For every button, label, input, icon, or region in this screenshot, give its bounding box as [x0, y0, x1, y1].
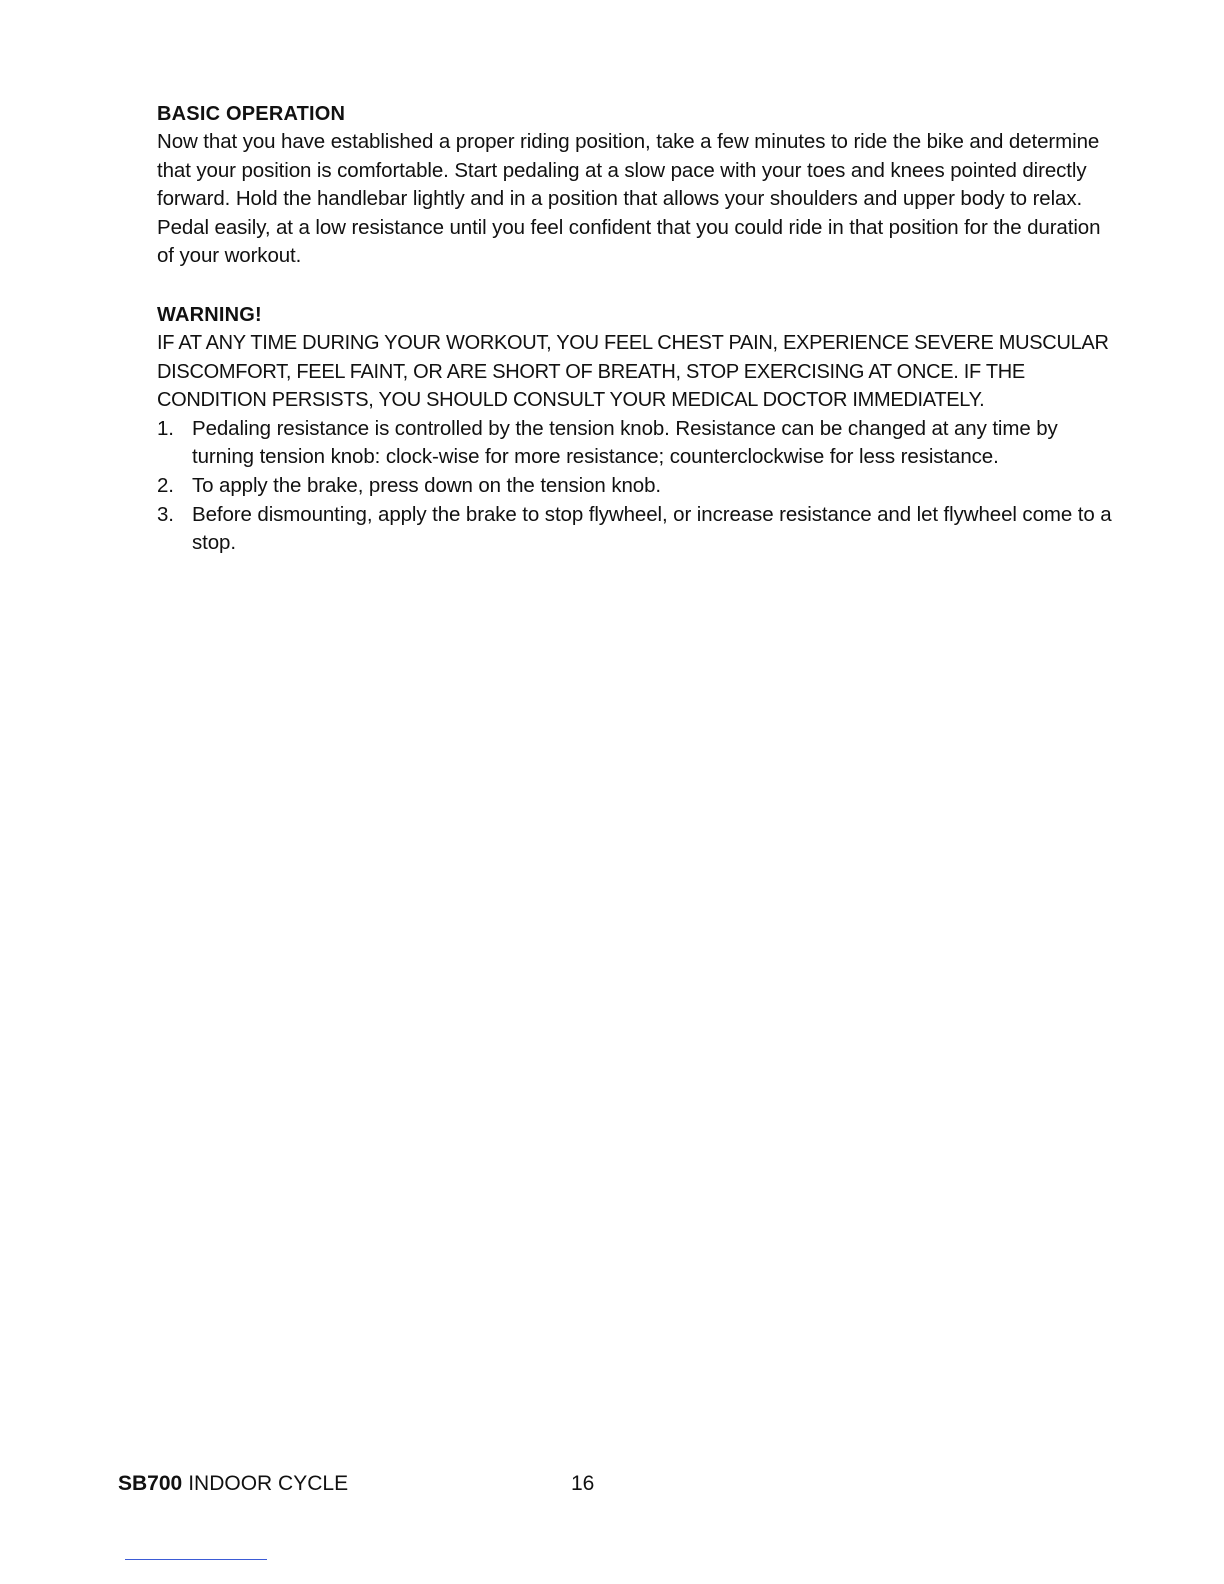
list-item [157, 501, 1117, 558]
warning-heading: WARNING! [157, 303, 262, 326]
list-item [157, 472, 1117, 501]
basic-operation-body: Now that you have established a proper riding position, take a few minutes to ride the bike and determine that your position is comfortable. Start pedaling at a slow pace with your toes and knees pointed directly forward. Hold the handlebar lightly and in a position that allows your shoulders and upper body to relax. Pedal easily, at a low resistance until you feel confident that you could ride in that position for the duration of your workout. [157, 130, 1101, 268]
list-item-text: To apply the brake, press down on the tension knob. [192, 473, 661, 497]
warning-body: IF AT ANY TIME DURING YOUR WORKOUT, YOU FEEL CHEST PAIN, EXPERIENCE SEVERE MUSCULAR DISCOMFORT, FEEL FAINT, OR ARE SHORT OF BREATH, STOP EXERCISING AT ONCE. IF THE CONDITION PERSISTS, YOU SHOULD CONSULT YOUR MEDICAL DOCTOR IMMEDIATELY. [157, 331, 1109, 412]
list-item-number: 2. [157, 473, 174, 497]
bottom-rule [125, 1559, 267, 1560]
page-footer [118, 1470, 718, 1498]
footer-product: INDOOR CYCLE [188, 1472, 349, 1495]
list-item [157, 415, 1117, 472]
list-item-number: 3. [157, 502, 174, 526]
list-item-number: 1. [157, 416, 174, 440]
footer-model: SB700 [118, 1472, 183, 1495]
page-number: 16 [571, 1472, 595, 1495]
basic-operation-heading: BASIC OPERATION [157, 103, 346, 125]
list-item-text: Before dismounting, apply the brake to stop flywheel, or increase resistance and let flywheel come to a stop. [192, 502, 1112, 555]
list-item-text: Pedaling resistance is controlled by the tension knob. Resistance can be changed at any time by turning tension knob: clock-wise for more resistance; counterclockwise for less resistance. [192, 416, 1058, 469]
basic-operation-section [157, 100, 1117, 271]
page-content [157, 100, 1117, 558]
warning-section [157, 301, 1117, 558]
instruction-list [157, 415, 1117, 558]
section-spacer [157, 271, 1117, 301]
